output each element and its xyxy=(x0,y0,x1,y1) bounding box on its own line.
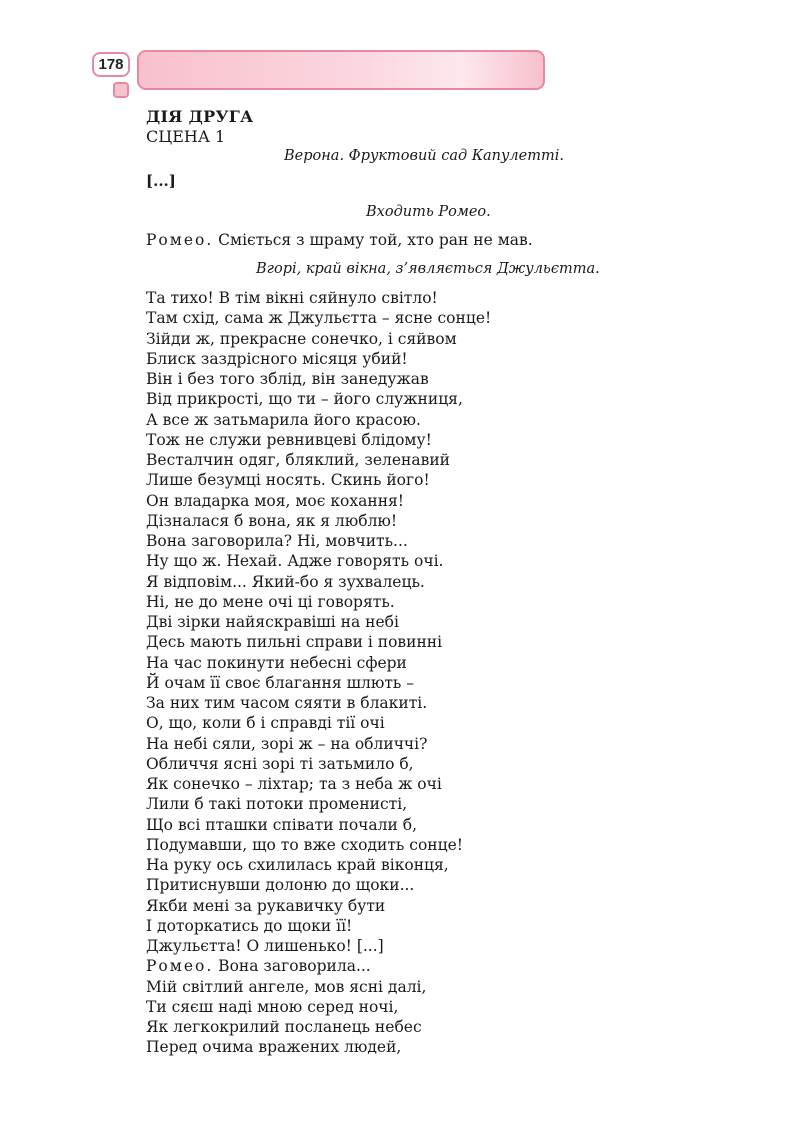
verse-line: Ну що ж. Нехай. Адже говорять очі. xyxy=(146,552,444,571)
verse-line: Перед очима вражених людей, xyxy=(146,1038,402,1057)
verse-line: Там схід, сама ж Джульєтта – ясне сонце! xyxy=(146,309,492,328)
verse-line: О, що, коли б і справді тії очі xyxy=(146,714,385,733)
act-title: ДІЯ ДРУГА xyxy=(146,107,254,126)
verse-line: Дві зірки найяскравіші на небі xyxy=(146,613,399,631)
verse-line: Весталчин одяг, бляклий, зеленавий xyxy=(146,451,450,469)
romeo-first-line xyxy=(146,231,533,249)
stage-direction-juliet: Вгорі, край вікна, з’являється Джульєтта. xyxy=(256,261,600,277)
page-number: 178 xyxy=(92,52,130,77)
act-scene-heading xyxy=(146,107,666,147)
stage-direction-enters: Входить Ромео. xyxy=(366,204,491,220)
line-text: Вона заговорила... xyxy=(213,957,371,976)
verse-line: За них тим часом сяяти в блакиті. xyxy=(146,694,428,712)
scene-title: СЦЕНА 1 xyxy=(146,127,226,146)
stage-direction-setting: Верона. Фруктовий сад Капулетті. xyxy=(284,148,564,164)
verse-line: Джульєтта! О лишенько! [...] xyxy=(146,937,384,955)
verse-line: Он владарка моя, моє кохання! xyxy=(146,491,405,510)
verse-line: Дізналася б вона, як я люблю! xyxy=(146,511,398,530)
verse-line: Й очам її своє благання шлють – xyxy=(146,673,415,692)
verse-line: Якби мені за рукавичку бути xyxy=(146,896,386,915)
verse-line: Лили б такі потоки променисті, xyxy=(146,795,408,814)
speaker-name: Ромео. xyxy=(146,231,214,249)
verse-line: Що всі пташки співати почали б, xyxy=(146,815,418,834)
romeo-second-speech xyxy=(146,956,491,976)
verse-line: На руку ось схилилась край віконця, xyxy=(146,856,449,874)
verse-line: Ні, не до мене очі ці говорять. xyxy=(146,592,395,611)
verse-line: Як легкокрилий посланець небес xyxy=(146,1018,422,1036)
verse-line: Я відповім... Який-бо я зухвалець. xyxy=(146,572,425,591)
line-text: Сміється з шраму той, хто ран не мав. xyxy=(213,231,533,249)
speaker-name: Ромео. xyxy=(146,957,214,976)
verse-line: А все ж затьмарила його красою. xyxy=(146,410,421,429)
verse-line: Як сонечко – ліхтар; та з неба ж очі xyxy=(146,775,442,793)
verse-line: На час покинути небесні сфери xyxy=(146,653,407,672)
verse-line: Вона заговорила? Ні, мовчить... xyxy=(146,532,408,550)
verse-line: Ти сяєш наді мною серед ночі, xyxy=(146,997,399,1016)
verse-line: І доторкатись до щоки її! xyxy=(146,916,353,935)
verse-line: Зійди ж, прекрасне сонечко, і сяйвом xyxy=(146,329,457,348)
verse-line: Тож не служи ревнивцеві блідому! xyxy=(146,430,432,449)
header-bar xyxy=(137,50,545,90)
verse-line: Від прикрості, що ти – його служниця, xyxy=(146,390,463,409)
verse-line: Обличчя ясні зорі ті затьмило б, xyxy=(146,754,414,773)
verse-line: Лише безумці носять. Скинь його! xyxy=(146,471,430,490)
verse-line: Притиснувши долоню до щоки... xyxy=(146,876,415,895)
verse-line: На небі сяли, зорі ж – на обличчі? xyxy=(146,734,428,753)
verse-line: Та тихо! В тім вікні сяйнуло світло! xyxy=(146,289,438,307)
verse-line: Він і без того зблід, він занедужав xyxy=(146,370,429,388)
omission-mark: [...] xyxy=(146,172,176,190)
verse-line: Десь мають пильні справи і повинні xyxy=(146,633,443,652)
page-tab-decoration xyxy=(113,82,129,98)
verse-line: Блиск заздрісного місяця убий! xyxy=(146,349,408,368)
verse-line: Мій світлий ангеле, мов ясні далі, xyxy=(146,977,427,996)
verse-line: Подумавши, що то вже сходить сонце! xyxy=(146,835,464,854)
verse-block xyxy=(146,288,491,1058)
